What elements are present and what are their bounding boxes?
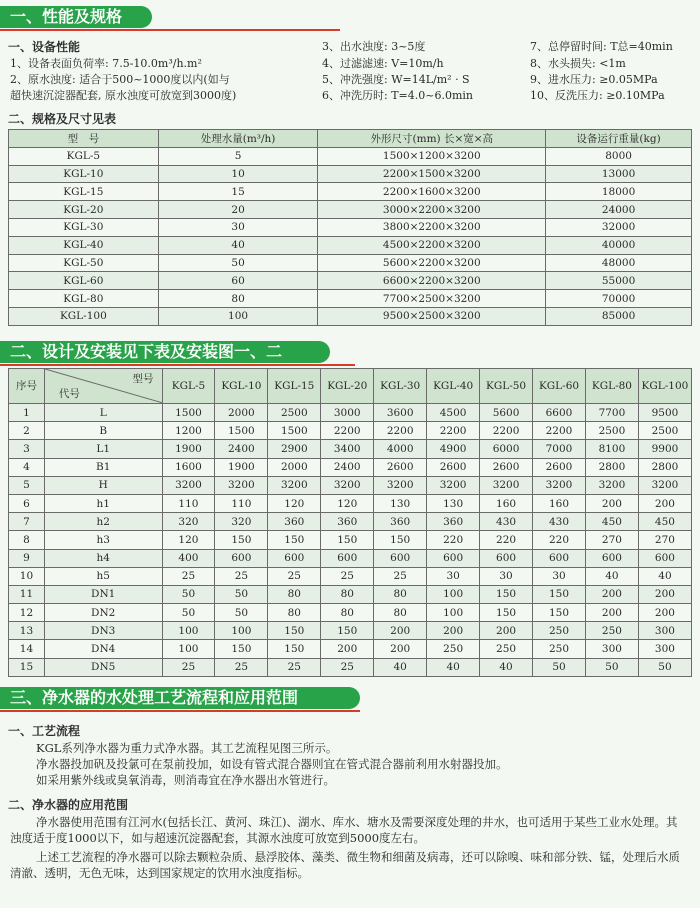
table-cell: 10 <box>158 165 318 183</box>
table-cell: 25 <box>215 567 268 585</box>
table-cell: 600 <box>480 549 533 567</box>
code-cell: L <box>44 404 162 422</box>
table-cell: 200 <box>638 494 691 512</box>
table-cell: 100 <box>158 307 318 325</box>
table-cell: 2500 <box>638 422 691 440</box>
table-row <box>9 458 692 476</box>
table-cell: 40 <box>158 236 318 254</box>
application-p2: 上述工艺流程的净水器可以除去颗粒杂质、悬浮胶体、藻类、微生物和细菌及病毒，还可以除嗅、味和部分铁、锰，处理后水质清澈、透明，无色无味，达到国家规定的饮用水浊度指标。 <box>10 850 680 880</box>
table-cell: 85000 <box>546 307 692 325</box>
table-cell: 25 <box>162 658 215 676</box>
spec-2-cont: 超快速沉淀器配套, 原水浊度可放宽到3000度) <box>10 89 237 102</box>
table-cell: 3200 <box>268 476 321 494</box>
seq-cell: 5 <box>9 476 45 494</box>
table-cell: 40000 <box>546 236 692 254</box>
table-cell: 25 <box>321 658 374 676</box>
table-cell: 600 <box>638 549 691 567</box>
table-cell: 7700×2500×3200 <box>318 290 546 308</box>
col-model: 型 号 <box>9 130 159 148</box>
seq-cell: 15 <box>9 658 45 676</box>
spec-7: 7、总停留时间: T总=40min <box>530 40 673 53</box>
table-row <box>9 440 692 458</box>
code-cell: h1 <box>44 494 162 512</box>
col-weight: 设备运行重量(kg) <box>546 130 692 148</box>
table-cell: 2200 <box>321 422 374 440</box>
table-cell: KGL-40 <box>9 236 159 254</box>
seq-cell: 14 <box>9 640 45 658</box>
table-cell: 3200 <box>374 476 427 494</box>
section3-title-text: 三、净水器的水处理工艺流程和应用范围 <box>10 688 299 707</box>
table-cell: 150 <box>268 640 321 658</box>
table-row <box>9 218 692 236</box>
table-cell: 100 <box>215 622 268 640</box>
section2-title <box>0 341 330 363</box>
table-cell: 3200 <box>427 476 480 494</box>
table-cell: 13000 <box>546 165 692 183</box>
table-row <box>9 513 692 531</box>
table-cell: 2800 <box>585 458 638 476</box>
table-cell: 200 <box>585 604 638 622</box>
seq-cell: 6 <box>9 494 45 512</box>
table-cell: 48000 <box>546 254 692 272</box>
table-row <box>9 272 692 290</box>
table-cell: 600 <box>321 549 374 567</box>
spec-table-heading: 二、规格及尺寸见表 <box>8 112 117 126</box>
table-cell: 200 <box>638 585 691 603</box>
table-cell: 3200 <box>585 476 638 494</box>
table-cell: 150 <box>268 622 321 640</box>
seq-cell: 1 <box>9 404 45 422</box>
table-cell: 110 <box>215 494 268 512</box>
table-cell: 160 <box>480 494 533 512</box>
spec-1: 1、设备表面负荷率: 7.5-10.0m³/h.m² <box>10 57 202 70</box>
table-cell: 1500×1200×3200 <box>318 147 546 165</box>
table-row <box>9 604 692 622</box>
table-cell: 55000 <box>546 272 692 290</box>
table-row <box>9 640 692 658</box>
col-seq: 序号 <box>9 369 45 404</box>
table-cell: 300 <box>638 622 691 640</box>
section2-title-text: 二、设计及安装见下表及安装图一、二 <box>10 342 283 361</box>
table-cell: 1500 <box>268 422 321 440</box>
table-cell: 25 <box>162 567 215 585</box>
spec-8: 8、水头损失: <1m <box>530 57 626 70</box>
table-cell: 430 <box>533 513 586 531</box>
table-cell: 2200 <box>374 422 427 440</box>
table-cell: 80 <box>268 604 321 622</box>
table-cell: 160 <box>533 494 586 512</box>
table-cell: 1900 <box>162 440 215 458</box>
table-cell: 30 <box>533 567 586 585</box>
code-cell: h3 <box>44 531 162 549</box>
table-cell: 3200 <box>480 476 533 494</box>
table-cell: 600 <box>374 549 427 567</box>
model-col: KGL-15 <box>268 369 321 404</box>
table-cell: 150 <box>533 604 586 622</box>
title-underline <box>0 710 360 712</box>
application-p1: 净水器使用范围有江河水(包括长江、黄河、珠江)、湖水、库水、塘水及需要深度处理的井水，也可适用于某些工业水处理。其浊度适于度1000以下，如与超速沉淀器配套，其源水浊度可放宽到5000度左右。 <box>10 815 678 845</box>
table-row <box>9 567 692 585</box>
table-cell: 200 <box>374 640 427 658</box>
table-cell: 9900 <box>638 440 691 458</box>
seq-cell: 8 <box>9 531 45 549</box>
table-cell: KGL-5 <box>9 147 159 165</box>
table-row <box>9 147 692 165</box>
seq-cell: 7 <box>9 513 45 531</box>
table-cell: 25 <box>268 567 321 585</box>
table-cell: 150 <box>480 585 533 603</box>
table-cell: 360 <box>427 513 480 531</box>
table-cell: 3400 <box>321 440 374 458</box>
table-cell: 2200 <box>480 422 533 440</box>
table-row <box>9 307 692 325</box>
table-cell: 5600×2200×3200 <box>318 254 546 272</box>
table-row <box>9 585 692 603</box>
performance-heading: 一、设备性能 <box>8 40 81 54</box>
table-cell: 8100 <box>585 440 638 458</box>
table-cell: 3200 <box>215 476 268 494</box>
table-cell: 70000 <box>546 290 692 308</box>
table-cell: 3000×2200×3200 <box>318 201 546 219</box>
table-cell: 50 <box>585 658 638 676</box>
table-cell: 100 <box>162 622 215 640</box>
table-cell: 150 <box>321 622 374 640</box>
table-cell: 50 <box>533 658 586 676</box>
section1-title-text: 一、性能及规格 <box>10 7 123 26</box>
table-cell: 40 <box>585 567 638 585</box>
code-cell: h5 <box>44 567 162 585</box>
table-cell: 360 <box>321 513 374 531</box>
table-cell: 80 <box>268 585 321 603</box>
table-cell: 220 <box>480 531 533 549</box>
table-cell: 360 <box>374 513 427 531</box>
table-cell: 15 <box>158 183 318 201</box>
model-col: KGL-10 <box>215 369 268 404</box>
seq-cell: 9 <box>9 549 45 567</box>
table-row <box>9 531 692 549</box>
table-cell: 430 <box>480 513 533 531</box>
install-table <box>8 368 692 677</box>
table-cell: 200 <box>321 640 374 658</box>
table-cell: 220 <box>427 531 480 549</box>
table-row <box>9 658 692 676</box>
table-cell: 200 <box>585 585 638 603</box>
table-cell: 5 <box>158 147 318 165</box>
table-cell: KGL-15 <box>9 183 159 201</box>
code-cell: DN4 <box>44 640 162 658</box>
table-cell: 1500 <box>162 404 215 422</box>
spec-4: 4、过滤滤速: V=10m/h <box>322 57 444 70</box>
table-cell: 150 <box>321 531 374 549</box>
table-cell: 150 <box>533 585 586 603</box>
table-cell: 3200 <box>321 476 374 494</box>
seq-cell: 10 <box>9 567 45 585</box>
code-cell: DN2 <box>44 604 162 622</box>
table-cell: 2600 <box>374 458 427 476</box>
section3-title <box>0 687 360 709</box>
spec-2: 2、原水浊度: 适合于500~1000度以内(如与 <box>10 73 230 86</box>
table-cell: 150 <box>215 640 268 658</box>
table-row <box>9 476 692 494</box>
seq-cell: 4 <box>9 458 45 476</box>
table-cell: 250 <box>585 622 638 640</box>
table-cell: 100 <box>162 640 215 658</box>
spec-9: 9、进水压力: ≥0.05MPa <box>530 73 658 86</box>
table-cell: 6600 <box>533 404 586 422</box>
table-cell: 450 <box>585 513 638 531</box>
process-p3: 如采用紫外线或臭氧消毒，则消毒宜在净水器出水管进行。 <box>36 773 335 787</box>
table-row <box>9 254 692 272</box>
process-heading: 一、工艺流程 <box>8 724 81 738</box>
table-cell: 300 <box>585 640 638 658</box>
model-col: KGL-100 <box>638 369 691 404</box>
seq-cell: 11 <box>9 585 45 603</box>
section1-title <box>0 6 152 28</box>
application-heading: 二、净水器的应用范围 <box>8 798 129 812</box>
table-cell: 1600 <box>162 458 215 476</box>
seq-cell: 3 <box>9 440 45 458</box>
table-cell: 50 <box>162 604 215 622</box>
table-cell: KGL-50 <box>9 254 159 272</box>
table-cell: 120 <box>268 494 321 512</box>
table-cell: 400 <box>162 549 215 567</box>
table-cell: 5600 <box>480 404 533 422</box>
code-cell: DN5 <box>44 658 162 676</box>
table-cell: 1900 <box>215 458 268 476</box>
table-cell: 25 <box>268 658 321 676</box>
table-cell: 2600 <box>427 458 480 476</box>
table-cell: 30 <box>427 567 480 585</box>
table-row <box>9 236 692 254</box>
table-cell: 360 <box>268 513 321 531</box>
table-cell: 130 <box>374 494 427 512</box>
table-cell: 2500 <box>268 404 321 422</box>
table-cell: 250 <box>427 640 480 658</box>
table-cell: 9500 <box>638 404 691 422</box>
col-dimensions: 外形尺寸(mm) 长×宽×高 <box>318 130 546 148</box>
table-cell: 4000 <box>374 440 427 458</box>
table-cell: 7000 <box>533 440 586 458</box>
diag-top-label: 型号 <box>132 373 154 385</box>
table-cell: 25 <box>321 567 374 585</box>
code-cell: B1 <box>44 458 162 476</box>
table-cell: 1500 <box>215 422 268 440</box>
table-cell: 220 <box>533 531 586 549</box>
table-cell: 2000 <box>215 404 268 422</box>
spec-3: 3、出水浊度: 3~5度 <box>322 40 426 53</box>
table-cell: 3200 <box>638 476 691 494</box>
table-row <box>9 622 692 640</box>
model-col: KGL-60 <box>533 369 586 404</box>
table-cell: 100 <box>427 604 480 622</box>
model-col: KGL-80 <box>585 369 638 404</box>
table-cell: 2400 <box>321 458 374 476</box>
model-col: KGL-5 <box>162 369 215 404</box>
table-cell: 3600 <box>374 404 427 422</box>
code-cell: DN3 <box>44 622 162 640</box>
table-cell: 4500 <box>427 404 480 422</box>
table-row <box>9 201 692 219</box>
spec-6: 6、冲洗历时: T=4.0~6.0min <box>322 89 473 102</box>
table-cell: 2200×1500×3200 <box>318 165 546 183</box>
table-cell: 270 <box>585 531 638 549</box>
table-cell: 300 <box>638 640 691 658</box>
table-cell: 320 <box>162 513 215 531</box>
table-cell: 3800×2200×3200 <box>318 218 546 236</box>
table-cell: 600 <box>533 549 586 567</box>
table-cell: 3000 <box>321 404 374 422</box>
code-cell: H <box>44 476 162 494</box>
title-underline <box>0 29 340 31</box>
process-p2: 净水器投加矾及投氯可在泵前投加，如设有管式混合器则宜在管式混合器前利用水射器投加。 <box>36 757 508 771</box>
table-cell: 40 <box>427 658 480 676</box>
table-cell: 4500×2200×3200 <box>318 236 546 254</box>
table-cell: KGL-30 <box>9 218 159 236</box>
table-cell: 2400 <box>215 440 268 458</box>
table-cell: 1200 <box>162 422 215 440</box>
table-row <box>9 183 692 201</box>
install-table-header <box>9 369 692 404</box>
table-cell: 150 <box>374 531 427 549</box>
table-cell: 200 <box>374 622 427 640</box>
table-cell: 24000 <box>546 201 692 219</box>
table-cell: KGL-100 <box>9 307 159 325</box>
diag-header <box>44 369 162 404</box>
table-cell: 18000 <box>546 183 692 201</box>
model-col: KGL-40 <box>427 369 480 404</box>
table-cell: 250 <box>533 622 586 640</box>
table-cell: 200 <box>638 604 691 622</box>
diag-bottom-label: 代号 <box>58 388 80 400</box>
code-cell: DN1 <box>44 585 162 603</box>
spec-10: 10、反洗压力: ≥0.10MPa <box>530 89 665 102</box>
table-cell: 600 <box>427 549 480 567</box>
col-capacity: 处理水量(m³/h) <box>158 130 318 148</box>
table-cell: 7700 <box>585 404 638 422</box>
table-cell: 2200 <box>533 422 586 440</box>
table-cell: 2600 <box>533 458 586 476</box>
table-cell: 4900 <box>427 440 480 458</box>
title-underline <box>0 364 355 366</box>
spec-5: 5、冲洗强度: W=14L/m² · S <box>322 73 470 86</box>
table-cell: 200 <box>427 622 480 640</box>
model-col: KGL-30 <box>374 369 427 404</box>
table-cell: 130 <box>427 494 480 512</box>
table-cell: 3200 <box>533 476 586 494</box>
table-cell: 6000 <box>480 440 533 458</box>
table-cell: 270 <box>638 531 691 549</box>
table-cell: 2600 <box>480 458 533 476</box>
table-cell: 320 <box>215 513 268 531</box>
table-cell: 40 <box>374 658 427 676</box>
table-cell: 100 <box>427 585 480 603</box>
table-cell: 250 <box>480 640 533 658</box>
table-row <box>9 549 692 567</box>
table-cell: 6600×2200×3200 <box>318 272 546 290</box>
model-col: KGL-50 <box>480 369 533 404</box>
table-cell: 120 <box>321 494 374 512</box>
table-cell: 250 <box>533 640 586 658</box>
table-cell: 3200 <box>162 476 215 494</box>
table-cell: 80 <box>158 290 318 308</box>
spec-table-header <box>9 130 692 148</box>
table-cell: 20 <box>158 201 318 219</box>
table-row <box>9 404 692 422</box>
table-cell: 80 <box>374 585 427 603</box>
process-p1: KGL系列净水器为重力式净水器。其工艺流程见图三所示。 <box>36 741 338 755</box>
table-cell: 80 <box>321 604 374 622</box>
table-cell: 600 <box>268 549 321 567</box>
seq-cell: 13 <box>9 622 45 640</box>
table-row <box>9 165 692 183</box>
seq-cell: 2 <box>9 422 45 440</box>
code-cell: L1 <box>44 440 162 458</box>
table-cell: 2500 <box>585 422 638 440</box>
table-cell: 25 <box>215 658 268 676</box>
table-row <box>9 290 692 308</box>
table-cell: KGL-60 <box>9 272 159 290</box>
table-cell: 32000 <box>546 218 692 236</box>
table-cell: 80 <box>374 604 427 622</box>
table-cell: 600 <box>585 549 638 567</box>
table-cell: 150 <box>215 531 268 549</box>
table-cell: 150 <box>268 531 321 549</box>
table-cell: 80 <box>321 585 374 603</box>
table-row <box>9 422 692 440</box>
code-cell: h4 <box>44 549 162 567</box>
table-row <box>9 494 692 512</box>
table-cell: 2200 <box>427 422 480 440</box>
table-cell: 30 <box>480 567 533 585</box>
model-col: KGL-20 <box>321 369 374 404</box>
table-cell: 50 <box>215 604 268 622</box>
table-cell: 40 <box>638 567 691 585</box>
table-cell: 200 <box>585 494 638 512</box>
table-cell: 120 <box>162 531 215 549</box>
table-cell: 50 <box>162 585 215 603</box>
table-cell: 9500×2500×3200 <box>318 307 546 325</box>
table-cell: 50 <box>215 585 268 603</box>
table-cell: KGL-20 <box>9 201 159 219</box>
seq-cell: 12 <box>9 604 45 622</box>
code-cell: B <box>44 422 162 440</box>
code-cell: h2 <box>44 513 162 531</box>
table-cell: 50 <box>638 658 691 676</box>
spec-table <box>8 129 692 326</box>
table-cell: 8000 <box>546 147 692 165</box>
table-cell: 30 <box>158 218 318 236</box>
table-cell: 2000 <box>268 458 321 476</box>
table-cell: 2800 <box>638 458 691 476</box>
table-cell: KGL-80 <box>9 290 159 308</box>
table-cell: 150 <box>480 604 533 622</box>
table-cell: 200 <box>480 622 533 640</box>
table-cell: KGL-10 <box>9 165 159 183</box>
table-cell: 60 <box>158 272 318 290</box>
table-cell: 40 <box>480 658 533 676</box>
table-cell: 450 <box>638 513 691 531</box>
table-cell: 50 <box>158 254 318 272</box>
table-cell: 2900 <box>268 440 321 458</box>
table-cell: 2200×1600×3200 <box>318 183 546 201</box>
table-cell: 25 <box>374 567 427 585</box>
table-cell: 110 <box>162 494 215 512</box>
table-cell: 600 <box>215 549 268 567</box>
